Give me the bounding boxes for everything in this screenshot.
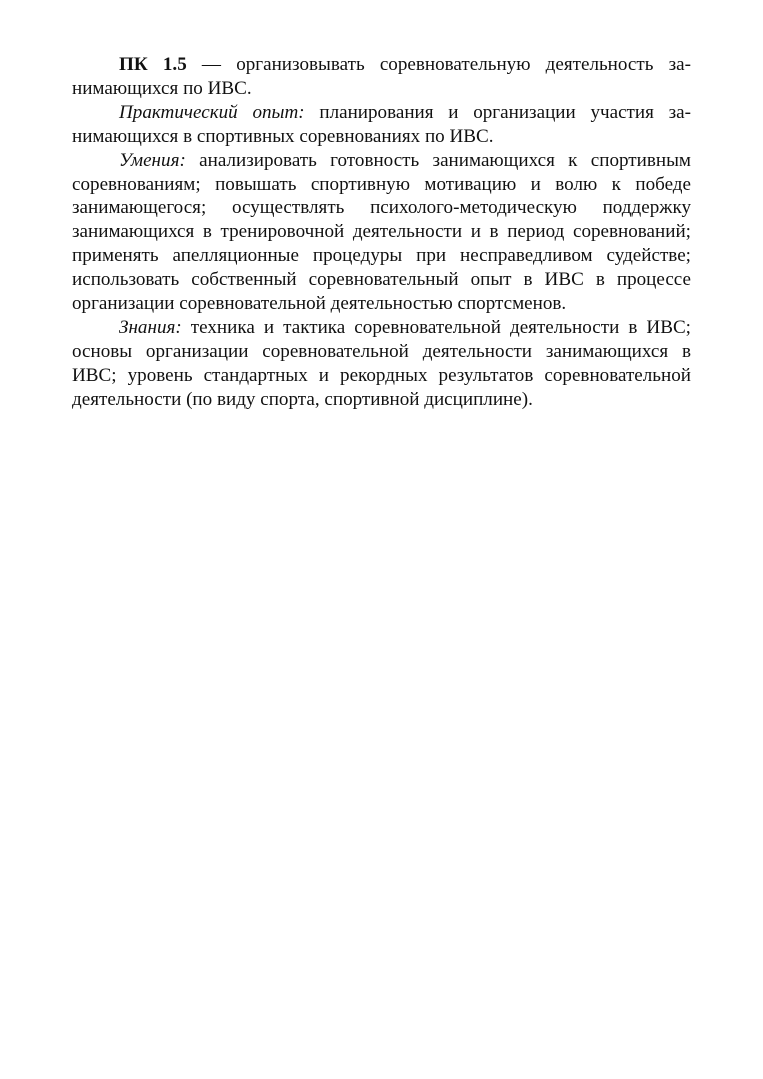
practical-experience-label: Практический опыт: bbox=[119, 101, 305, 123]
skills-label: Умения: bbox=[119, 149, 186, 171]
practical-experience-text: планирования и организации участия занимающихся в спортивных соревнованиях по ИВС. bbox=[72, 101, 691, 147]
skills-paragraph bbox=[72, 149, 691, 316]
skills-text: анализировать готовность занимающихся к спортивным соревнованиям; повышать спортивную мотивацию и волю к победе занимающегося; осуществлять психолого-методическую поддержку занимающихся в тренировочной деятельности и в период соревнований; применять апелляционные процедуры при несправедливом судействе; использовать собственный соревновательный опыт в ИВС в процессе организации соревновательной деятельностью спортсменов. bbox=[72, 149, 691, 315]
knowledge-paragraph bbox=[72, 316, 691, 412]
document-page bbox=[72, 53, 691, 412]
knowledge-text: техника и тактика соревновательной деятельности в ИВС; основы организации соревновательной деятельности занимающихся в ИВС; уровень стандартных и рекордных результатов соревновательной деятельности (по виду спорта, спортивной дисциплине). bbox=[72, 316, 691, 410]
competence-code-label: ПК 1.5 bbox=[119, 54, 187, 75]
competence-text: — организовывать соревновательную деятельность занимающихся по ИВС. bbox=[72, 54, 691, 99]
knowledge-label: Знания: bbox=[119, 316, 182, 338]
competence-paragraph bbox=[72, 53, 691, 101]
practical-experience-paragraph bbox=[72, 101, 691, 149]
